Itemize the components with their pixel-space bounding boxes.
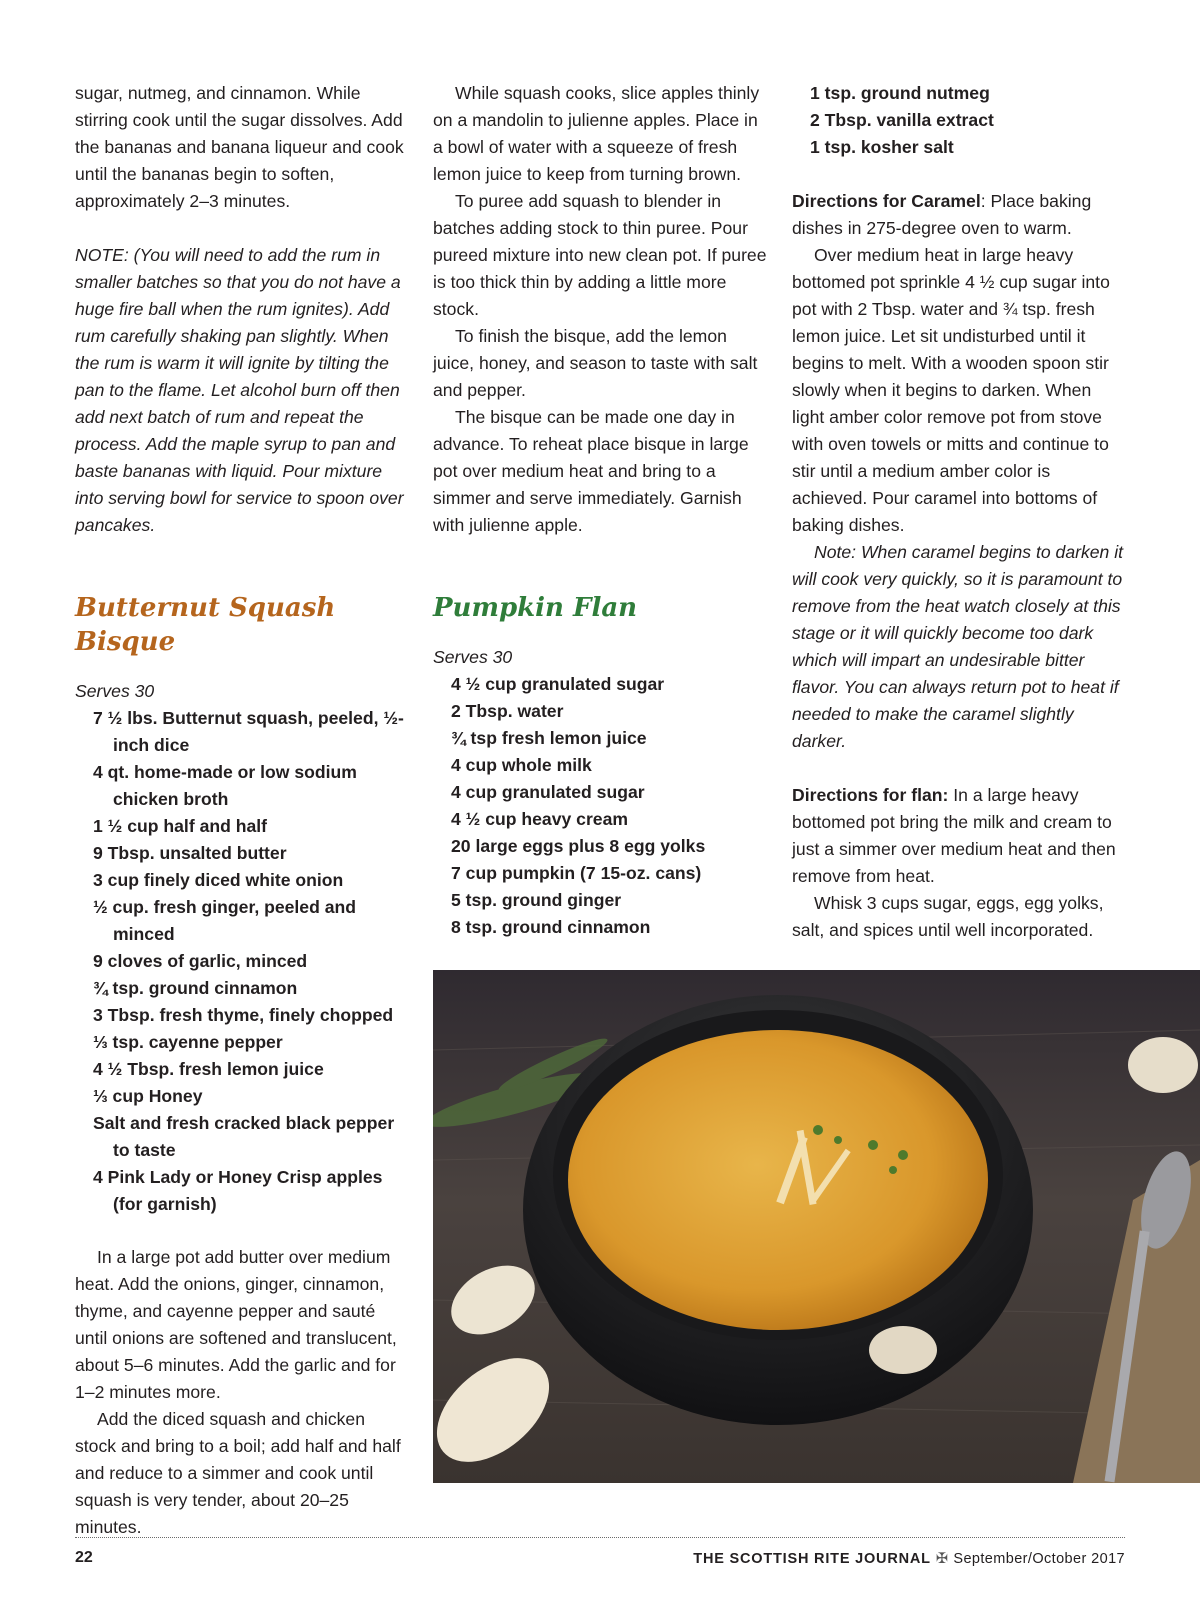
ingredient: Salt and fresh cracked black pepper to taste bbox=[93, 1113, 395, 1160]
bisque-step-3: While squash cooks, slice apples thinly on a mandolin to julienne apples. Place in a bowl of water with a squeeze of fresh lemon juice to keep from turning brown. bbox=[433, 83, 760, 184]
ingredient: 4 ½ cup granulated sugar bbox=[451, 674, 665, 694]
ingredient: 1 tsp. kosher salt bbox=[810, 137, 954, 157]
intro-paragraph: sugar, nutmeg, and cinnamon. While stirring cook until the sugar dissolves. Add the bananas and banana liqueur and cook until the bananas begin to soften, approximately 2–3 minutes. bbox=[75, 83, 404, 211]
ingredient: ⅓ cup Honey bbox=[93, 1086, 203, 1106]
ingredient: 7 ½ lbs. Butternut squash, peeled, ½-inch dice bbox=[93, 708, 404, 755]
ingredient: ½ cup. fresh ginger, peeled and minced bbox=[93, 897, 356, 944]
ingredient: 5 tsp. ground ginger bbox=[451, 890, 622, 910]
ingredient: 4 Pink Lady or Honey Crisp apples (for garnish) bbox=[93, 1167, 383, 1214]
recipe-title-flan: Pumpkin Flan bbox=[433, 593, 638, 623]
page-number: 22 bbox=[75, 1549, 93, 1566]
ingredient: 1 tsp. ground nutmeg bbox=[810, 83, 990, 103]
issue-date: September/October 2017 bbox=[953, 1551, 1125, 1567]
bisque-step-4: To puree add squash to blender in batches adding stock to thin puree. Pour pureed mixture into new clean pot. If puree is too thick thin by adding a little more stock. bbox=[433, 191, 767, 319]
footer-divider bbox=[75, 1537, 1125, 1538]
ingredient: 8 tsp. ground cinnamon bbox=[451, 917, 651, 937]
ingredient: 20 large eggs plus 8 egg yolks bbox=[451, 836, 706, 856]
caramel-step-2: Over medium heat in large heavy bottomed pot sprinkle 4 ½ cup sugar into pot with 2 Tbsp. water and ¾ tsp. fresh lemon juice. Let sit undisturbed until it begins to melt. With a wooden spoon stir slowly when it begins to darken. When light amber color remove pot from stove with oven towels or mitts and continue to stir until a medium amber color is achieved. Pour caramel into bottoms of baking dishes. bbox=[792, 245, 1110, 535]
bisque-step-1: In a large pot add butter over medium heat. Add the onions, ginger, cinnamon, thyme, and cayenne pepper and sauté until onions are softened and translucent, about 5–6 minutes. Add the garlic and for 1–2 minutes more. bbox=[75, 1247, 397, 1402]
ingredient: 4 ½ cup heavy cream bbox=[451, 809, 629, 829]
bisque-step-6: The bisque can be made one day in advance. To reheat place bisque in large pot over medium heat and bring to a simmer and serve immediately. Garnish with julienne apple. bbox=[433, 407, 749, 535]
ingredient: 9 cloves of garlic, minced bbox=[93, 951, 308, 971]
rum-note: NOTE: (You will need to add the rum in smaller batches so that you do not have a huge fire ball when the rum ignites). Add rum carefully shaking pan slightly. When the rum is warm it will ignite by tilting the pan to the flame. Let alcohol burn off then add next batch of rum and repeat the process. Add the maple syrup to pan and baste bananas with liquid. Pour mixture into serving bowl for service to spoon over pancakes. bbox=[75, 245, 404, 535]
caramel-text: : Place baking dishes in 275-degree oven to warm. bbox=[792, 191, 1092, 238]
flan-text: In a large heavy bottomed pot bring the milk and cream to just a simmer over medium heat and then remove from heat. bbox=[792, 785, 1116, 886]
flan-label: Directions for flan: bbox=[792, 785, 949, 805]
ingredient: 3 cup finely diced white onion bbox=[93, 870, 344, 890]
ingredient: ¾ tsp fresh lemon juice bbox=[451, 728, 647, 748]
ingredient: 3 Tbsp. fresh thyme, finely chopped bbox=[93, 1005, 394, 1025]
column-right bbox=[792, 80, 1127, 944]
flan-directions bbox=[792, 782, 1127, 890]
column-middle bbox=[433, 80, 768, 941]
serves-bisque: Serves 30 bbox=[75, 681, 155, 701]
ingredient: 4 cup granulated sugar bbox=[451, 782, 645, 802]
caramel-directions bbox=[792, 188, 1127, 242]
ingredients-flan bbox=[433, 671, 768, 941]
ingredient: 1 ½ cup half and half bbox=[93, 816, 268, 836]
ingredient: 7 cup pumpkin (7 15-oz. cans) bbox=[451, 863, 702, 883]
bisque-photo-image bbox=[433, 970, 1200, 1483]
bisque-photo bbox=[433, 970, 1200, 1483]
flan-step-2: Whisk 3 cups sugar, eggs, egg yolks, salt, and spices until well incorporated. bbox=[792, 893, 1104, 940]
bisque-step-5: To finish the bisque, add the lemon juice, honey, and season to taste with salt and pepper. bbox=[433, 326, 758, 400]
cross-icon: ✠ bbox=[935, 1551, 949, 1567]
ingredient: ¾ tsp. ground cinnamon bbox=[93, 978, 298, 998]
column-left bbox=[75, 80, 410, 1541]
ingredient: 4 qt. home-made or low sodium chicken broth bbox=[93, 762, 357, 809]
ingredient: 2 Tbsp. water bbox=[451, 701, 564, 721]
journal-name: THE SCOTTISH RITE JOURNAL bbox=[693, 1551, 931, 1567]
ingredient: 4 ½ Tbsp. fresh lemon juice bbox=[93, 1059, 324, 1079]
ingredients-bisque bbox=[75, 705, 410, 1218]
serves-flan: Serves 30 bbox=[433, 647, 513, 667]
caramel-note: Note: When caramel begins to darken it will cook very quickly, so it is paramount to remove from the heat watch closely at this stage or it will quickly become too dark which will impart an undesirable bitter flavor. You can always return pot to heat if needed to make the caramel slightly darker. bbox=[792, 542, 1124, 751]
ingredient: 2 Tbsp. vanilla extract bbox=[810, 110, 994, 130]
ingredient: 4 cup whole milk bbox=[451, 755, 592, 775]
recipe-title-bisque: Butternut Squash Bisque bbox=[75, 593, 336, 657]
bisque-step-2: Add the diced squash and chicken stock and bring to a boil; add half and half and reduce to a simmer and cook until squash is very tender, about 20–25 minutes. bbox=[75, 1409, 401, 1537]
ingredients-flan-continued bbox=[792, 80, 1127, 161]
footer-journal-info bbox=[693, 1551, 1125, 1567]
ingredient: 9 Tbsp. unsalted butter bbox=[93, 843, 287, 863]
caramel-label: Directions for Caramel bbox=[792, 191, 981, 211]
ingredient: ⅓ tsp. cayenne pepper bbox=[93, 1032, 283, 1052]
